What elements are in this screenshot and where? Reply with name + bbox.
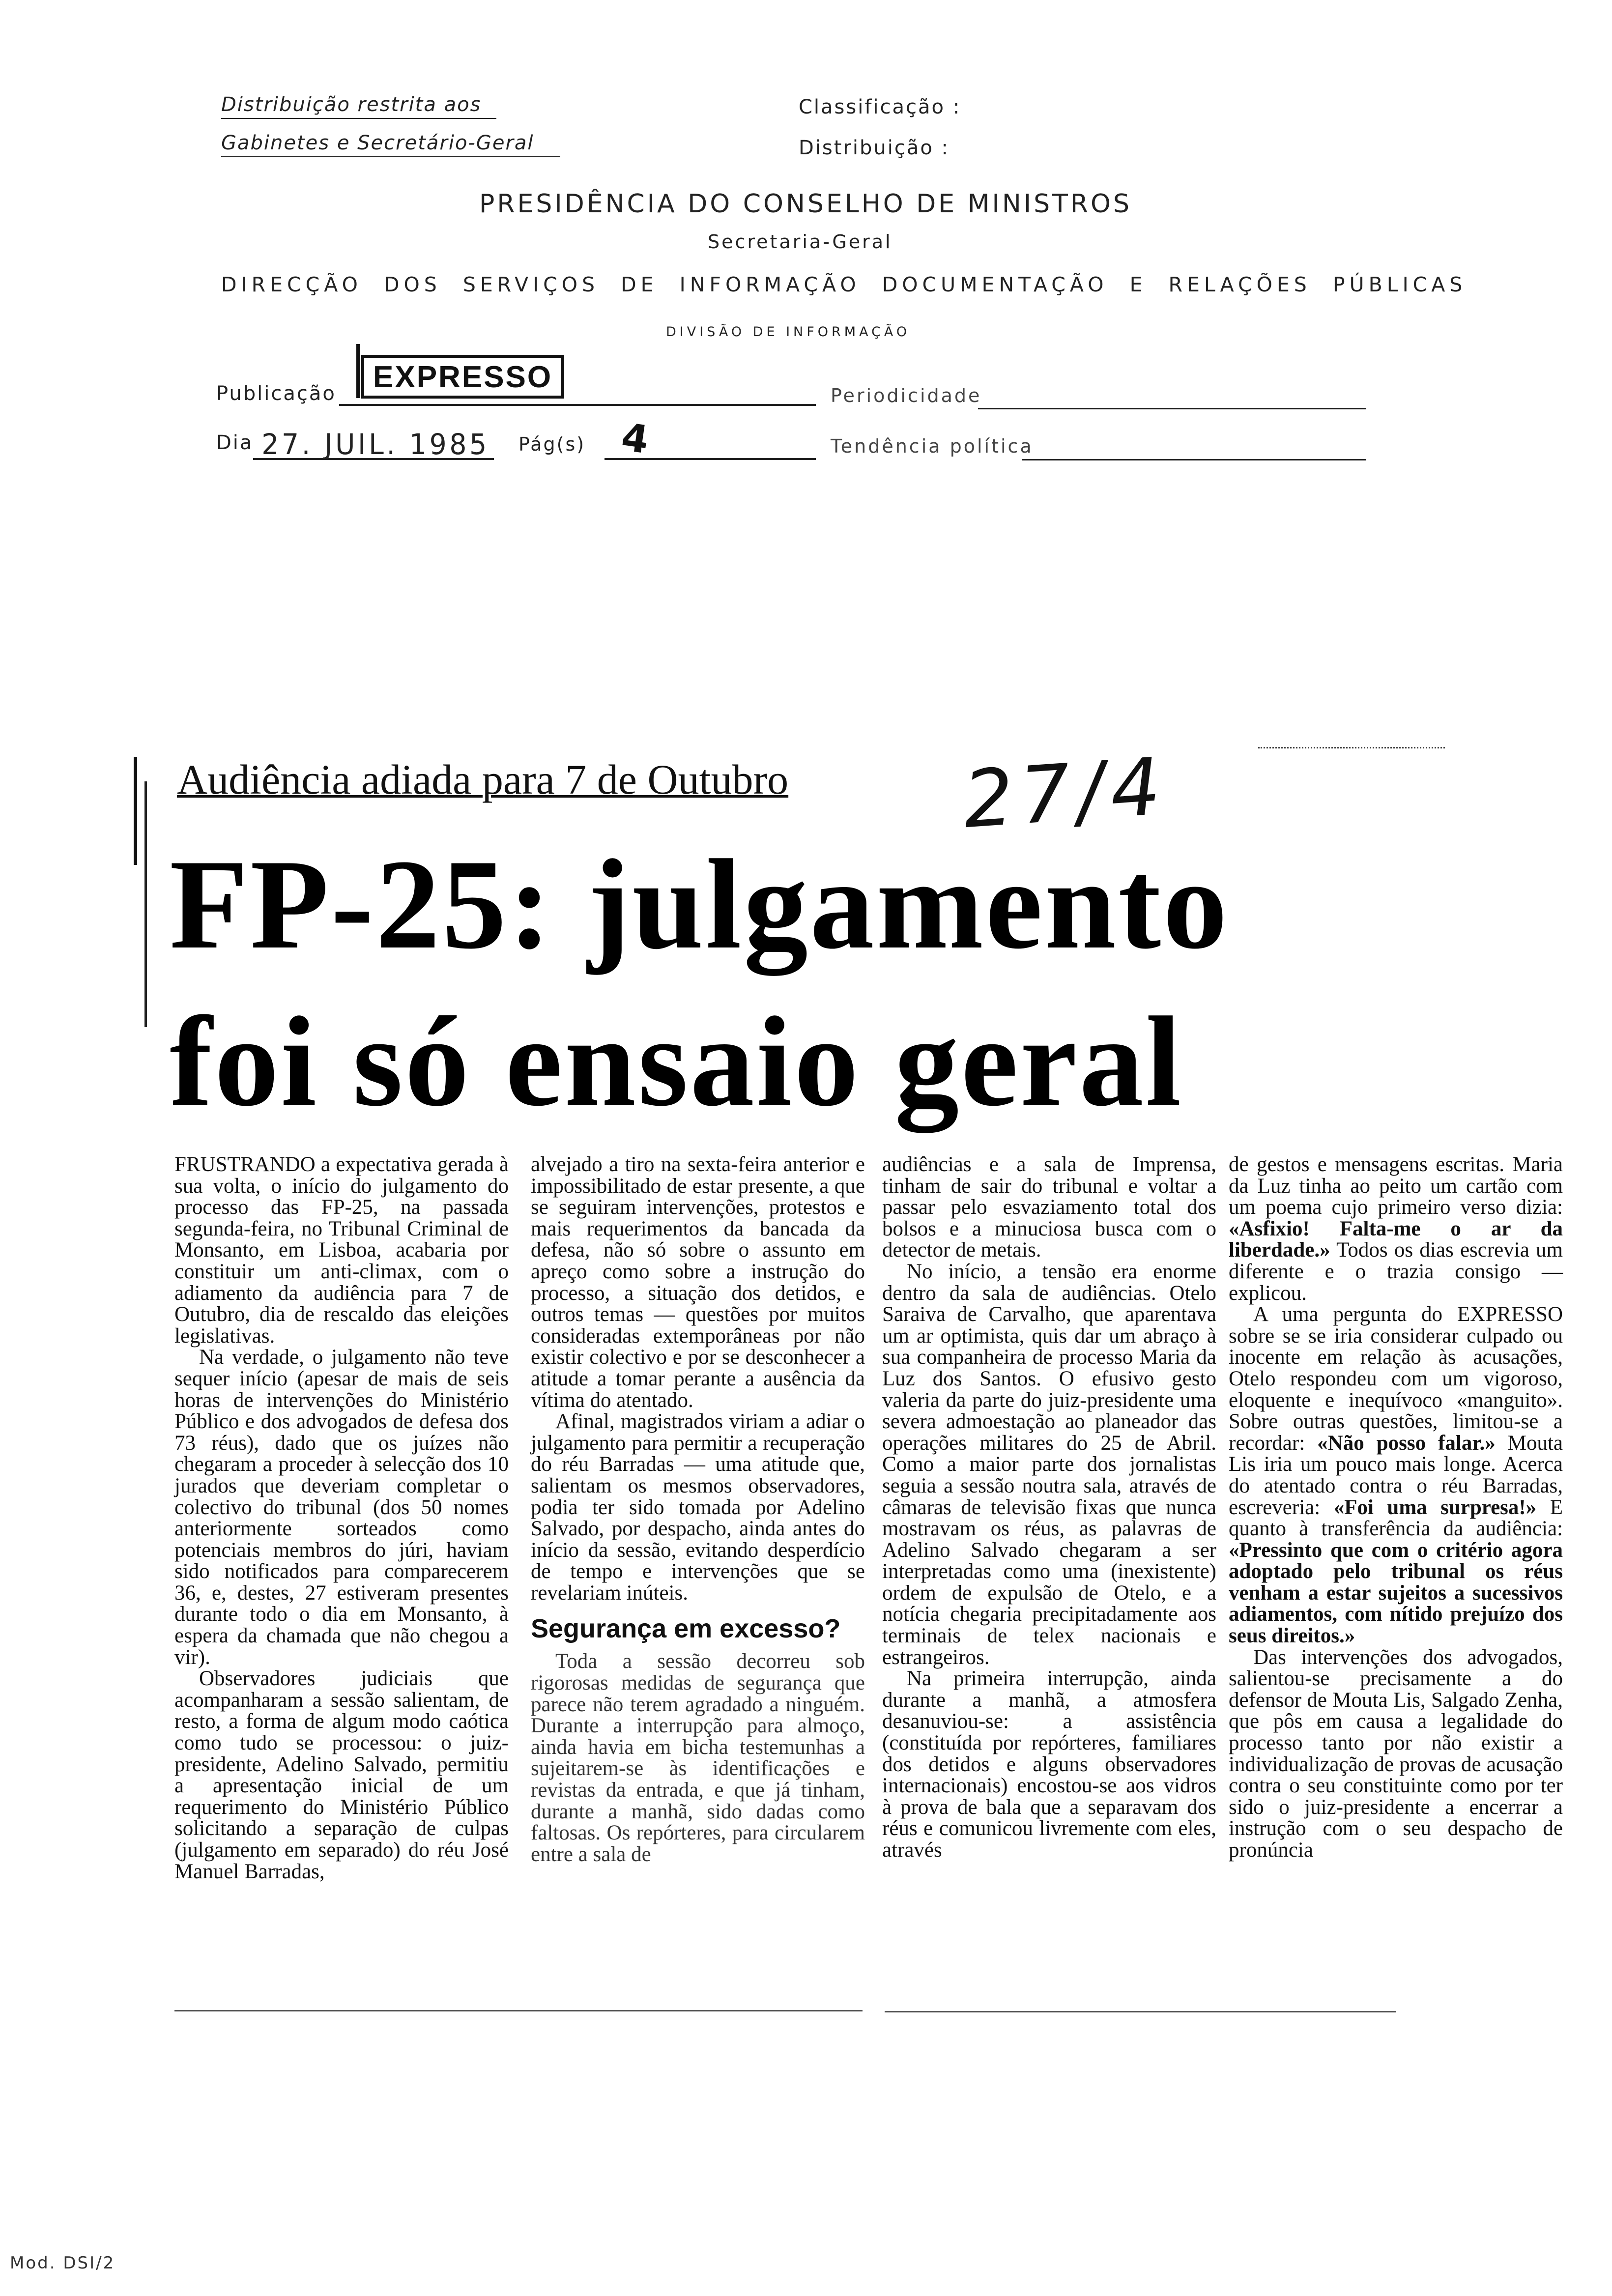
quote: «Asfixio! Falta-me o ar da liberdade.»: [1229, 1217, 1563, 1262]
paragraph: [1229, 1154, 1563, 1304]
publicacao-label: Publicação: [216, 382, 336, 405]
clipping-edge-mark: [134, 757, 137, 865]
article-column-2: [531, 1154, 865, 1865]
paragraph: Afinal, magistrados viriam a adiar o julgamento para permitir a recuperação do réu Barradas — uma atitude que, salientam os mesmos observadores, podia ter sido tomada por Adelino Salvado, por despacho, ainda antes do início da sessão, evitando desperdício de tempo e intervenções que se revelariam inúteis.: [531, 1410, 865, 1605]
paragraph-text: E quanto à transferência da audiência:: [1229, 1495, 1563, 1541]
paragraph-text: A uma pergunta do EXPRESSO sobre se se iria considerar culpado ou inocente em relação às acusações, Otelo respondeu com um vigoroso, eloquente e inequívoco «manguito». Sobre outras questões, limitou-se a recordar:: [1229, 1303, 1563, 1455]
paragraph: Observadores judiciais que acompanharam a sessão salientam, de resto, a forma de algum modo caótica como tudo se processou: o juiz-presidente, Adelino Salvado, permitiu a apresentação inicial de um requerimento do Ministério Público solicitando a separação de culpas (julgamento em separado) do réu José Manuel Barradas,: [174, 1667, 509, 1883]
handwritten-reference: 27/4: [960, 740, 1171, 846]
classificacao-label: Classificação :: [799, 96, 961, 118]
tendencia-label: Tendência política: [831, 435, 1034, 457]
pags-underline: [604, 458, 816, 460]
directorate: DIRECÇÃO DOS SERVIÇOS DE INFORMAÇÃO DOCUMENTAÇÃO E RELAÇÕES PÚBLICAS: [221, 273, 1467, 296]
org-subtitle: Secretaria-Geral: [708, 231, 892, 253]
article-kicker: Audiência adiada para 7 de Outubro: [177, 756, 789, 803]
publication-stamp: [356, 344, 360, 398]
clipping-edge-mark-2: [144, 781, 147, 1027]
article-column-4: [1229, 1154, 1563, 1861]
form-code: Mod. DSI/2: [10, 2253, 115, 2273]
paragraph-text: a expectativa gerada à sua volta, o início do julgamento do processo das FP-25, na passada segunda-feira, no Tribunal Criminal de Monsanto, em Lisboa, acabaria por constituir um anti-climax, com o adiamento da audiência para 7 de Outubro, dia de rescaldo das eleições legislativas.: [174, 1153, 509, 1348]
org-title: PRESIDÊNCIA DO CONSELHO DE MINISTROS: [479, 189, 1132, 219]
clipping-bottom-rule: [174, 2010, 863, 2011]
page-number-handwritten: 4: [619, 415, 652, 463]
paragraph-text: de gestos e mensagens escritas. Maria da Luz tinha ao peito um cartão com um poema cujo primeiro verso dizia:: [1229, 1153, 1563, 1219]
periodicidade-label: Periodicidade: [831, 385, 982, 406]
dia-underline: [253, 458, 494, 460]
headline-line-1: FP-25: julgamento: [170, 833, 1230, 976]
division: DIVISÃO DE INFORMAÇÃO: [666, 324, 911, 340]
article-column-1: [174, 1154, 509, 1882]
publicacao-underline: [339, 404, 816, 406]
paragraph: Toda a sessão decorreu sob rigorosas medidas de segurança que parece não terem agradado a ninguém. Durante a interrupção para almoço, ainda havia em bicha testemunhas a sujeitarem-se às identificações e revistas da entrada, e que já tinham, durante a manhã, sido dadas como faltosas. Os repórteres, para circularem entre a sala de: [531, 1650, 865, 1866]
paragraph: Na verdade, o julgamento não teve sequer início (apesar de mais de seis horas de intervenções do Ministério Público e dos advogados de defesa dos 73 réus), dado que os juízes não chegaram a proceder à selecção dos 10 jurados que deveriam completar o colectivo do tribunal (dos 50 nomes anteriormente sorteados como potenciais membros do júri, haviam sido notificados para comparecerem 36, e, destes, 27 estiveram presentes durante todo o dia em Monsanto, à espera da chamada que não chegou a vir).: [174, 1346, 509, 1669]
paragraph: No início, a tensão era enorme dentro da sala de audiências. Otelo Saraiva de Carvalho, que aparentava um ar optimista, quis dar um abraço à sua companheira de processo Maria da Luz dos Santos. O efusivo gesto valeria da parte do juiz-presidente uma severa admoestação ao planeador das operações militares do 25 de Abril. Como a maior parte dos jornalistas seguia a sessão noutra sala, através de câmaras de televisão fixas que nunca mostravam os réus, as palavras de Adelino Salvado chegaram a ser interpretadas como uma (inexistente) ordem de expulsão de Otelo, e a notícia chegaria precipitadamente aos terminais de telex nacionais e estrangeiros.: [882, 1260, 1216, 1669]
paragraph-text: Mouta Lis iria um pouco mais longe. Acerca do atentado contra o réu Barradas, escreveria:: [1229, 1431, 1563, 1519]
distribution-note-underline2: [221, 156, 560, 157]
paragraph: [174, 1154, 509, 1347]
distribuicao-label: Distribuição :: [799, 137, 950, 159]
quote: «Foi uma surpresa!»: [1333, 1495, 1537, 1519]
distribution-note-underline1: [221, 118, 496, 119]
dia-label: Dia: [216, 431, 254, 454]
distribution-note-line1: Distribuição restrita aos: [221, 93, 482, 116]
distribution-note-line2: Gabinetes e Secretário-Geral: [221, 132, 534, 154]
paragraph: [1229, 1304, 1563, 1647]
section-subheading: Segurança em excesso?: [531, 1614, 841, 1644]
lead-word: FRUSTRANDO: [174, 1153, 316, 1176]
publication-name-stamp: EXPRESSO: [361, 355, 564, 399]
periodicidade-underline: [978, 408, 1366, 409]
pags-label: Pág(s): [518, 433, 586, 455]
quote: «Não posso falar.»: [1317, 1431, 1496, 1455]
quote: «Pressinto que com o critério agora adoptado pelo tribunal os réus venham a estar sujeitos a sucessivos adiamentos, com nítido prejuízo dos seus direitos.»: [1229, 1538, 1563, 1648]
headline-line-2: foi só ensaio geral: [170, 990, 1183, 1133]
paragraph: Na primeira interrupção, ainda durante a manhã, a atmosfera desanuviou-se: a assistência (constituída por repórteres, familiares dos detidos e alguns observadores internacionais) encostou-se aos vidros à prova de bala que a separavam dos réus e comunicou livremente com eles, através: [882, 1667, 1216, 1862]
paragraph: alvejado a tiro na sexta-feira anterior e impossibilitado de estar presente, a que se seguiram intervenções, protestos e mais requerimentos da bancada da defesa, não só sobre o assunto em apreço como sobre a instrução do processo, a situação dos detidos, e outros temas — questões por muitos consideradas extemporâneas por não existir colectivo e por se desconhecer a atitude a tomar perante a ausência da vítima do atentado.: [531, 1153, 865, 1412]
paragraph: audiências e a sala de Imprensa, tinham de sair do tribunal e voltar a passar pelo esvaziamento total dos bolsos e a minuciosa busca com o detector de metais.: [882, 1153, 1216, 1262]
clipping-top-edge: [1258, 747, 1445, 748]
clipping-bottom-rule: [885, 2011, 1396, 2012]
article-column-3: [882, 1154, 1216, 1861]
paragraph: Das intervenções dos advogados, salientou-se precisamente a do defensor de Mouta Lis, Salgado Zenha, que pôs em causa a legalidade do processo tanto por não existir a individualização de provas de acusação contra o seu constituinte como por ter sido o juiz-presidente a encerrar a instrução com o seu despacho de pronúncia: [1229, 1645, 1563, 1862]
date-stamp: 27. JUIL. 1985: [261, 428, 489, 461]
paragraph-text: Todos os dias escrevia um diferente e o trazia consigo — explicou.: [1229, 1238, 1563, 1305]
tendencia-underline: [1022, 459, 1366, 460]
